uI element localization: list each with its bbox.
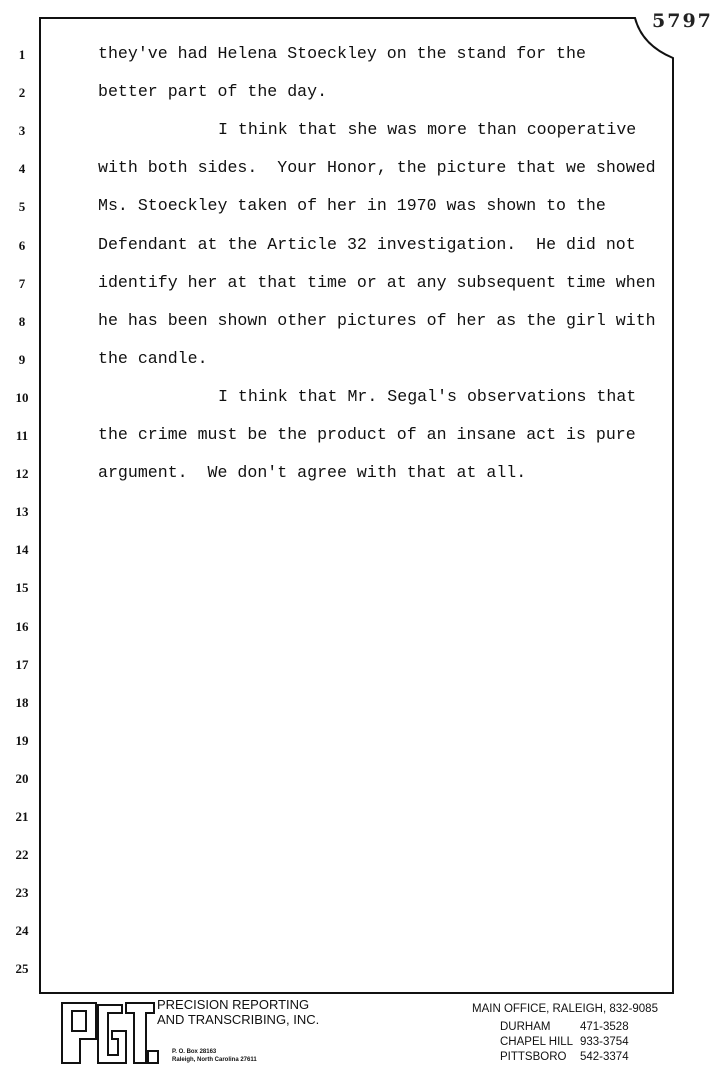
line-number: 7 (18, 275, 26, 291)
transcript-line: with both sides. Your Honor, the picture that we showed (98, 158, 656, 178)
line-number: 15 (15, 580, 29, 596)
line-number: 18 (15, 694, 29, 710)
transcript-line: identify her at that time or at any subsequent time when (98, 272, 656, 292)
company-address (172, 1048, 257, 1064)
address-line2: Raleigh, North Carolina 27611 (172, 1057, 257, 1063)
line-number: 17 (15, 656, 29, 672)
office-city: CHAPEL HILL (500, 1036, 574, 1048)
line-number: 12 (15, 466, 29, 482)
line-number: 5 (18, 199, 26, 215)
transcript-line: Ms. Stoeckley taken of her in 1970 was shown to the (98, 196, 606, 216)
line-number: 6 (18, 237, 26, 253)
transcript-line: better part of the day. (98, 82, 328, 102)
line-number: 24 (15, 923, 29, 939)
line-number: 23 (15, 885, 29, 901)
office-city: DURHAM (500, 1021, 551, 1033)
transcript-line: argument. We don't agree with that at all. (98, 463, 527, 483)
pt-logo (60, 999, 160, 1067)
company-name (157, 997, 319, 1027)
line-number: 19 (15, 732, 29, 748)
office-entry (500, 1036, 629, 1048)
line-number: 3 (18, 123, 26, 139)
office-phone: 471-3528 (580, 1021, 629, 1033)
line-number: 9 (18, 351, 26, 367)
line-number: 1 (18, 47, 26, 62)
transcript-line: Defendant at the Article 32 investigation. He did not (98, 234, 636, 254)
page-number: 5797 (652, 10, 713, 32)
line-number: 11 (15, 428, 29, 443)
line-number: 2 (18, 85, 26, 101)
transcript-line: I think that Mr. Segal's observations that (218, 386, 637, 406)
line-number: 22 (15, 847, 29, 863)
office-phone: 933-3754 (580, 1036, 629, 1048)
line-number: 14 (15, 542, 29, 558)
line-number: 16 (15, 618, 29, 634)
main-office: MAIN OFFICE, RALEIGH, 832-9085 (472, 1003, 658, 1015)
line-number: 20 (15, 770, 29, 786)
line-number: 13 (15, 504, 29, 520)
office-entry (500, 1021, 629, 1033)
transcript-line: the candle. (98, 348, 208, 368)
line-number: 21 (15, 809, 29, 824)
address-line1: P. O. Box 28163 (172, 1049, 217, 1055)
line-number: 8 (18, 313, 26, 329)
office-phone: 542-3374 (580, 1051, 629, 1063)
transcript-line: I think that she was more than cooperative (218, 120, 637, 140)
line-number: 10 (15, 389, 29, 405)
company-line2: AND TRANSCRIBING, INC. (157, 1012, 320, 1027)
line-number: 4 (18, 161, 26, 177)
office-city: PITTSBORO (500, 1051, 567, 1063)
office-entry (500, 1051, 629, 1063)
line-number: 25 (15, 961, 29, 977)
company-line1: PRECISION REPORTING (157, 997, 310, 1012)
transcript-line: he has been shown other pictures of her as the girl with (98, 310, 656, 330)
transcript-line: they've had Helena Stoeckley on the stand for the (98, 44, 586, 63)
transcript-line: the crime must be the product of an insane act is pure (98, 425, 636, 444)
